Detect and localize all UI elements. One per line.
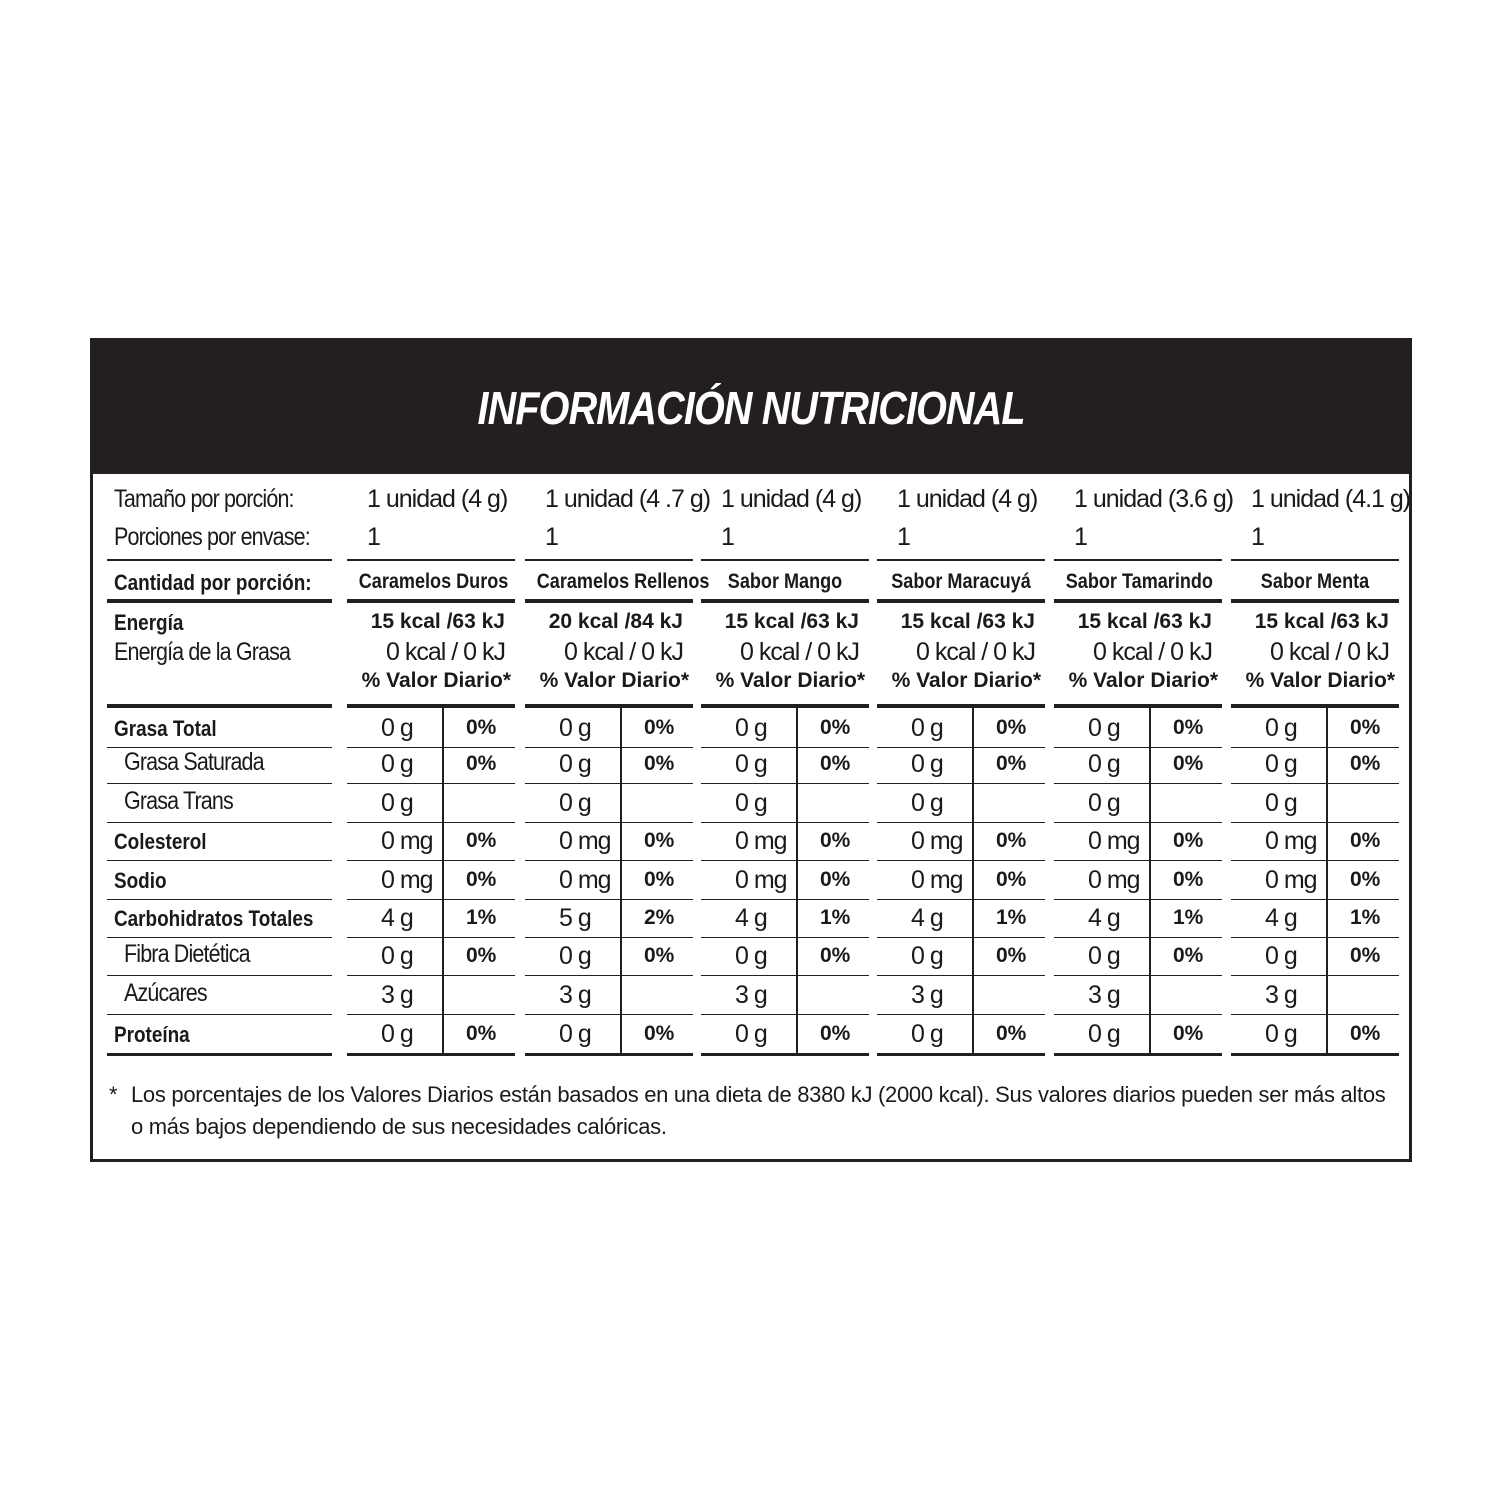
- fat-energy-value: 0 kcal / 0 kJ: [386, 638, 505, 666]
- column-divider-thick: [1231, 599, 1399, 603]
- column-divider: [701, 559, 869, 561]
- nutrient-amount: 0 mg: [1265, 866, 1317, 894]
- column-inner-divider: [620, 708, 622, 1055]
- nutrient-percent: 0%: [1173, 1022, 1204, 1045]
- nutrient-percent: 0%: [1350, 944, 1381, 967]
- row-divider: [701, 937, 869, 938]
- energy-from-fat-label: Energía de la Grasa: [114, 638, 291, 666]
- nutrient-percent: 0%: [820, 829, 851, 852]
- serving-size-value: 1 unidad (4 g): [721, 485, 862, 513]
- row-divider: [1054, 783, 1222, 784]
- column-divider-thick: [1054, 704, 1222, 708]
- row-divider: [347, 975, 515, 976]
- nutrient-amount: 0 g: [559, 1020, 591, 1048]
- row-divider: [701, 783, 869, 784]
- nutrient-amount: 0 g: [1088, 750, 1120, 778]
- column-inner-divider: [442, 708, 444, 1055]
- column-divider: [525, 559, 693, 561]
- row-divider: [107, 899, 332, 900]
- nutrient-percent: 0%: [644, 868, 675, 891]
- nutrient-amount: 0 mg: [1088, 866, 1140, 894]
- nutrient-amount: 0 g: [381, 789, 413, 817]
- row-divider: [107, 1014, 332, 1015]
- serving-size-value: 1 unidad (3.6 g): [1074, 485, 1234, 513]
- nutrient-amount: 0 g: [381, 942, 413, 970]
- energy-value: 15 kcal /63 kJ: [370, 610, 505, 633]
- product-name: Sabor Mango: [727, 570, 843, 593]
- product-name: Caramelos Rellenos: [536, 570, 710, 593]
- nutrient-percent: 0%: [644, 829, 675, 852]
- nutrient-percent: 2%: [644, 906, 675, 929]
- row-divider: [701, 860, 869, 861]
- nutrient-amount: 0 g: [1088, 714, 1120, 742]
- nutrient-percent: 0%: [820, 716, 851, 739]
- nutrient-percent: 0%: [1350, 752, 1381, 775]
- energy-value: 20 kcal /84 kJ: [548, 610, 683, 633]
- nutrient-amount: 0 g: [381, 714, 413, 742]
- nutrient-amount: 0 g: [735, 750, 767, 778]
- row-divider: [1231, 1014, 1399, 1015]
- nutrient-amount: 0 g: [735, 942, 767, 970]
- column-divider-thick: [1054, 599, 1222, 603]
- nutrient-amount: 4 g: [1265, 904, 1297, 932]
- nutrient-amount: 0 mg: [559, 827, 611, 855]
- serving-size-value: 1 unidad (4.1 g): [1251, 485, 1411, 513]
- nutrient-percent: 0%: [996, 868, 1027, 891]
- nutrient-percent: 0%: [820, 752, 851, 775]
- nutrient-amount: 4 g: [911, 904, 943, 932]
- nutrient-amount: 3 g: [735, 981, 767, 1009]
- nutrient-amount: 0 g: [381, 750, 413, 778]
- panel-title: INFORMACIÓN NUTRICIONAL: [477, 381, 1025, 434]
- nutrient-percent: 1%: [466, 906, 497, 929]
- row-divider: [525, 937, 693, 938]
- daily-value-label: % Valor Diario*: [361, 669, 511, 692]
- nutrient-percent: 0%: [644, 1022, 675, 1045]
- row-divider: [877, 937, 1045, 938]
- row-divider: [525, 860, 693, 861]
- row-divider: [1054, 860, 1222, 861]
- product-name: Sabor Maracuyá: [891, 570, 1031, 593]
- nutrient-amount: 3 g: [381, 981, 413, 1009]
- nutrient-amount: 5 g: [559, 904, 591, 932]
- energy-value: 15 kcal /63 kJ: [1077, 610, 1212, 633]
- nutrient-label: Proteína: [114, 1022, 190, 1047]
- nutrient-label: Sodio: [114, 868, 167, 893]
- row-divider: [701, 975, 869, 976]
- nutrient-percent: 0%: [466, 716, 497, 739]
- servings-per-container-label: Porciones por envase:: [114, 523, 310, 551]
- row-divider: [1231, 783, 1399, 784]
- row-divider: [877, 1053, 1045, 1056]
- row-divider: [1054, 1053, 1222, 1056]
- label-divider-thick: [107, 704, 332, 708]
- column-divider: [1054, 559, 1222, 561]
- servings-value: 1: [721, 523, 734, 551]
- daily-value-label: % Valor Diario*: [715, 669, 865, 692]
- row-divider: [107, 975, 332, 976]
- serving-size-value: 1 unidad (4 g): [367, 485, 508, 513]
- column-divider: [347, 559, 515, 561]
- nutrient-percent: 0%: [466, 944, 497, 967]
- nutrient-percent: 0%: [644, 716, 675, 739]
- nutrient-amount: 0 g: [1088, 1020, 1120, 1048]
- nutrient-percent: 1%: [1350, 906, 1381, 929]
- fat-energy-value: 0 kcal / 0 kJ: [916, 638, 1035, 666]
- nutrient-label: Grasa Total: [114, 716, 217, 741]
- row-divider: [347, 1053, 515, 1056]
- row-divider: [107, 783, 332, 784]
- nutrient-amount: 0 mg: [911, 827, 963, 855]
- column-divider-thick: [347, 704, 515, 708]
- nutrient-percent: 0%: [466, 752, 497, 775]
- nutrient-percent: 0%: [1350, 716, 1381, 739]
- nutrition-facts-panel: [90, 338, 1412, 1162]
- nutrient-percent: 0%: [1173, 944, 1204, 967]
- fat-energy-value: 0 kcal / 0 kJ: [564, 638, 683, 666]
- row-divider: [525, 1014, 693, 1015]
- nutrient-percent: 0%: [820, 944, 851, 967]
- row-divider: [701, 1014, 869, 1015]
- nutrient-amount: 0 g: [1265, 714, 1297, 742]
- fat-energy-value: 0 kcal / 0 kJ: [1093, 638, 1212, 666]
- nutrient-amount: 3 g: [1088, 981, 1120, 1009]
- column-divider-thick: [525, 704, 693, 708]
- row-divider: [347, 783, 515, 784]
- servings-value: 1: [1074, 523, 1087, 551]
- serving-size-value: 1 unidad (4 .7 g): [545, 485, 711, 513]
- nutrient-amount: 4 g: [1088, 904, 1120, 932]
- column-divider-thick: [525, 599, 693, 603]
- column-inner-divider: [972, 708, 974, 1055]
- nutrient-amount: 0 g: [1265, 942, 1297, 970]
- nutrient-percent: 0%: [820, 868, 851, 891]
- nutrient-amount: 0 g: [911, 750, 943, 778]
- energy-value: 15 kcal /63 kJ: [724, 610, 859, 633]
- column-divider-thick: [701, 599, 869, 603]
- nutrient-label: Fibra Dietética: [124, 940, 250, 968]
- row-divider: [877, 860, 1045, 861]
- row-divider: [107, 1053, 332, 1056]
- row-divider: [701, 822, 869, 823]
- row-divider: [877, 783, 1045, 784]
- row-divider: [107, 860, 332, 861]
- nutrient-percent: 1%: [1173, 906, 1204, 929]
- row-divider: [877, 899, 1045, 900]
- row-divider: [525, 783, 693, 784]
- row-divider: [1231, 860, 1399, 861]
- nutrient-percent: 0%: [644, 752, 675, 775]
- nutrient-percent: 0%: [1350, 829, 1381, 852]
- nutrient-amount: 0 mg: [911, 866, 963, 894]
- row-divider: [347, 747, 515, 748]
- nutrient-label: Carbohidratos Totales: [114, 906, 314, 931]
- nutrient-amount: 4 g: [735, 904, 767, 932]
- row-divider: [525, 899, 693, 900]
- nutrient-amount: 0 g: [911, 789, 943, 817]
- row-divider: [877, 1014, 1045, 1015]
- nutrient-amount: 0 mg: [735, 866, 787, 894]
- nutrient-amount: 0 g: [559, 750, 591, 778]
- nutrient-percent: 0%: [466, 1022, 497, 1045]
- nutrient-percent: 0%: [1173, 752, 1204, 775]
- nutrient-amount: 0 g: [911, 1020, 943, 1048]
- daily-value-label: % Valor Diario*: [1068, 669, 1218, 692]
- serving-size-value: 1 unidad (4 g): [897, 485, 1038, 513]
- row-divider: [1231, 822, 1399, 823]
- fat-energy-value: 0 kcal / 0 kJ: [740, 638, 859, 666]
- footnote-text: Los porcentajes de los Valores Diarios están basados en una dieta de 8380 kJ (2000 kcal). Sus valores diarios pueden ser más altos o más bajos dependiendo de sus necesidades calóricas.: [131, 1082, 1386, 1139]
- row-divider: [525, 1053, 693, 1056]
- row-divider: [1054, 747, 1222, 748]
- nutrient-amount: 4 g: [381, 904, 413, 932]
- nutrient-amount: 0 g: [735, 789, 767, 817]
- row-divider: [1231, 975, 1399, 976]
- column-divider-thick: [701, 704, 869, 708]
- nutrient-label: Grasa Trans: [124, 787, 233, 815]
- nutrient-percent: 0%: [1173, 716, 1204, 739]
- nutrient-amount: 3 g: [911, 981, 943, 1009]
- row-divider: [347, 822, 515, 823]
- nutrient-percent: 0%: [1173, 868, 1204, 891]
- nutrient-percent: 1%: [996, 906, 1027, 929]
- row-divider: [877, 747, 1045, 748]
- nutrient-percent: 0%: [644, 944, 675, 967]
- nutrient-label: Grasa Saturada: [124, 748, 264, 776]
- nutrient-amount: 0 mg: [559, 866, 611, 894]
- nutrient-percent: 0%: [996, 1022, 1027, 1045]
- row-divider: [701, 747, 869, 748]
- nutrient-amount: 0 mg: [381, 866, 433, 894]
- nutrient-amount: 0 mg: [1265, 827, 1317, 855]
- row-divider: [1054, 1014, 1222, 1015]
- nutrient-amount: 0 g: [735, 714, 767, 742]
- row-divider: [701, 1053, 869, 1056]
- row-divider: [525, 747, 693, 748]
- row-divider: [107, 822, 332, 823]
- servings-value: 1: [367, 523, 380, 551]
- nutrient-amount: 0 g: [911, 714, 943, 742]
- servings-value: 1: [1251, 523, 1264, 551]
- column-inner-divider: [796, 708, 798, 1055]
- nutrient-amount: 0 mg: [735, 827, 787, 855]
- nutrient-amount: 3 g: [1265, 981, 1297, 1009]
- row-divider: [107, 937, 332, 938]
- nutrient-amount: 0 g: [1088, 789, 1120, 817]
- footnote: [109, 1079, 1399, 1143]
- energy-value: 15 kcal /63 kJ: [1254, 610, 1389, 633]
- row-divider: [525, 822, 693, 823]
- nutrient-label: Azúcares: [124, 979, 207, 1007]
- row-divider: [347, 899, 515, 900]
- column-divider: [877, 559, 1045, 561]
- servings-value: 1: [545, 523, 558, 551]
- row-divider: [1054, 937, 1222, 938]
- column-divider-thick: [347, 599, 515, 603]
- row-divider: [877, 975, 1045, 976]
- nutrient-percent: 0%: [820, 1022, 851, 1045]
- fat-energy-value: 0 kcal / 0 kJ: [1270, 638, 1389, 666]
- nutrient-amount: 0 g: [559, 714, 591, 742]
- row-divider: [1231, 899, 1399, 900]
- column-divider-thick: [877, 704, 1045, 708]
- nutrient-amount: 0 g: [1265, 789, 1297, 817]
- row-divider: [347, 860, 515, 861]
- product-name: Sabor Menta: [1260, 570, 1370, 593]
- label-divider: [107, 559, 332, 561]
- nutrient-amount: 0 g: [1265, 1020, 1297, 1048]
- energy-value: 15 kcal /63 kJ: [900, 610, 1035, 633]
- nutrient-amount: 0 g: [559, 942, 591, 970]
- daily-value-label: % Valor Diario*: [1245, 669, 1395, 692]
- nutrient-label: Colesterol: [114, 829, 207, 854]
- serving-size-label: Tamaño por porción:: [114, 485, 294, 513]
- nutrient-percent: 0%: [996, 944, 1027, 967]
- nutrient-percent: 0%: [466, 868, 497, 891]
- column-inner-divider: [1326, 708, 1328, 1055]
- nutrient-amount: 0 g: [381, 1020, 413, 1048]
- amount-per-serving-label: Cantidad por porción:: [114, 570, 312, 595]
- row-divider: [1054, 822, 1222, 823]
- title-bar: [93, 341, 1409, 474]
- nutrient-amount: 0 g: [559, 789, 591, 817]
- column-divider-thick: [1231, 704, 1399, 708]
- nutrient-amount: 0 mg: [1088, 827, 1140, 855]
- nutrient-amount: 0 g: [1265, 750, 1297, 778]
- nutrient-percent: 0%: [1350, 1022, 1381, 1045]
- row-divider: [701, 899, 869, 900]
- nutrient-percent: 1%: [820, 906, 851, 929]
- nutrient-amount: 0 mg: [381, 827, 433, 855]
- nutrient-percent: 0%: [1350, 868, 1381, 891]
- column-divider-thick: [877, 599, 1045, 603]
- label-divider-thick: [107, 599, 332, 603]
- row-divider: [347, 1014, 515, 1015]
- nutrient-percent: 0%: [996, 752, 1027, 775]
- nutrient-percent: 0%: [996, 829, 1027, 852]
- footnote-mark: *: [109, 1082, 118, 1107]
- daily-value-label: % Valor Diario*: [539, 669, 689, 692]
- daily-value-label: % Valor Diario*: [891, 669, 1041, 692]
- row-divider: [1231, 937, 1399, 938]
- servings-value: 1: [897, 523, 910, 551]
- nutrient-percent: 0%: [996, 716, 1027, 739]
- nutrient-percent: 0%: [1173, 829, 1204, 852]
- row-divider: [525, 975, 693, 976]
- row-divider: [1054, 975, 1222, 976]
- energy-label: Energía: [114, 610, 184, 635]
- nutrient-amount: 0 g: [911, 942, 943, 970]
- nutrient-amount: 0 g: [735, 1020, 767, 1048]
- product-name: Caramelos Duros: [358, 570, 509, 593]
- row-divider: [877, 822, 1045, 823]
- product-name: Sabor Tamarindo: [1065, 570, 1213, 593]
- row-divider: [1054, 899, 1222, 900]
- column-divider: [1231, 559, 1399, 561]
- row-divider: [1231, 747, 1399, 748]
- row-divider: [347, 937, 515, 938]
- nutrient-percent: 0%: [466, 829, 497, 852]
- column-inner-divider: [1149, 708, 1151, 1055]
- nutrient-amount: 0 g: [1088, 942, 1120, 970]
- row-divider: [1231, 1053, 1399, 1056]
- nutrient-amount: 3 g: [559, 981, 591, 1009]
